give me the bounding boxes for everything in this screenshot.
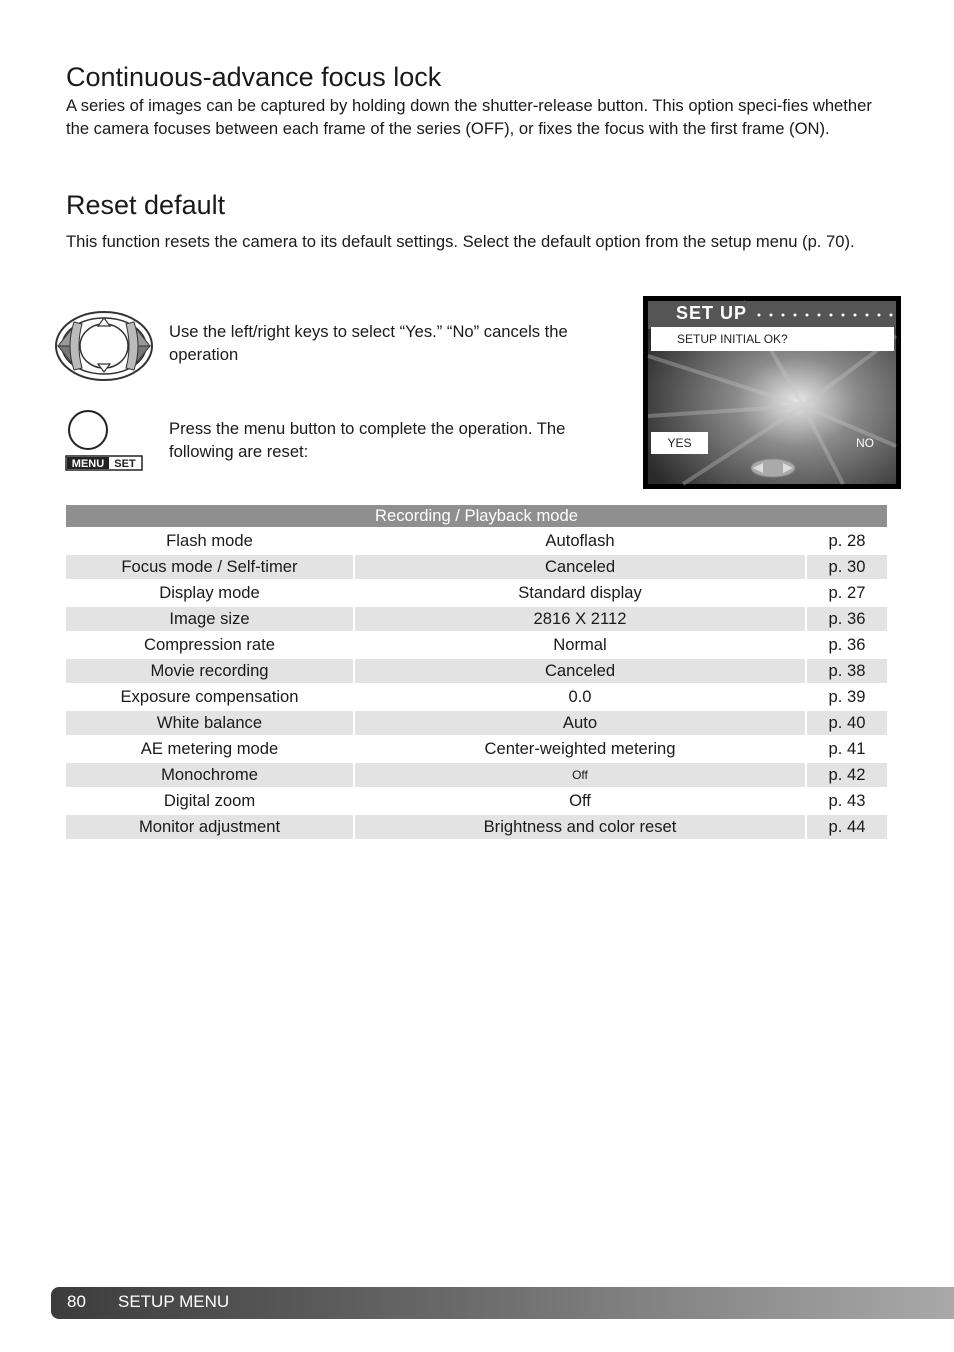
cell-setting: Movie recording <box>66 659 353 683</box>
table-row <box>66 581 887 605</box>
cell-page-ref: p. 28 <box>805 529 887 553</box>
cell-page-ref: p. 43 <box>805 789 887 813</box>
lcd-question: SETUP INITIAL OK? <box>651 327 894 351</box>
table-row <box>66 685 887 709</box>
lcd-title: SET UP <box>676 303 748 323</box>
cell-default: 0.0 <box>353 685 805 709</box>
lcd-setup-screen <box>643 296 901 489</box>
cell-page-ref: p. 42 <box>805 763 887 787</box>
cell-default: Brightness and color reset <box>353 815 805 839</box>
cell-setting: Compression rate <box>144 635 275 654</box>
cell-setting: Exposure compensation <box>120 687 299 706</box>
menu-set-button-icon <box>64 410 144 474</box>
cell-default: Off <box>353 763 805 787</box>
table-row <box>66 607 887 631</box>
cell-page-ref: p. 30 <box>805 555 887 579</box>
controller-dpad-icon <box>52 308 156 384</box>
cell-setting: Monitor adjustment <box>66 815 353 839</box>
table-row <box>66 659 887 683</box>
cell-setting: Display mode <box>159 583 260 602</box>
cell-default: 2816 X 2112 <box>353 607 805 631</box>
table-row <box>66 555 887 579</box>
cell-page-ref: p. 36 <box>805 607 887 631</box>
cell-page-ref: p. 38 <box>805 659 887 683</box>
lcd-no-option[interactable]: NO <box>856 436 874 450</box>
cell-default: Autoflash <box>353 529 805 553</box>
cell-setting: Image size <box>66 607 353 631</box>
instruction-press-menu: Press the menu button to complete the operation. The following are reset: <box>169 419 566 461</box>
cell-default: Center-weighted metering <box>353 737 805 761</box>
cell-default: Canceled <box>353 659 805 683</box>
cell-default: Off <box>353 789 805 813</box>
cell-page-ref: p. 44 <box>805 815 887 839</box>
cell-page-ref: p. 27 <box>805 581 887 605</box>
cell-setting: Flash mode <box>166 531 253 550</box>
footer-section-title: SETUP MENU <box>118 1292 230 1311</box>
cell-setting: Focus mode / Self-timer <box>66 555 353 579</box>
heading-reset-default: Reset default <box>66 190 226 220</box>
cell-setting: AE metering mode <box>140 739 279 758</box>
set-label: SET <box>114 458 136 470</box>
table-row <box>66 529 887 553</box>
cell-default: Canceled <box>353 555 805 579</box>
table-row <box>66 633 887 657</box>
lcd-yes-option[interactable]: YES <box>651 432 708 454</box>
table-row <box>66 737 887 761</box>
menu-label: MENU <box>71 458 105 470</box>
cell-page-ref: p. 40 <box>805 711 887 735</box>
cell-setting: Monochrome <box>66 763 353 787</box>
cell-page-ref: p. 39 <box>805 685 887 709</box>
cell-setting: Digital zoom <box>163 791 256 810</box>
cell-page-ref: p. 41 <box>805 737 887 761</box>
instruction-select-yes: Use the left/right keys to select “Yes.” “No” cancels the operation <box>169 322 568 364</box>
paragraph-reset-default: This function resets the camera to its default settings. Select the default option from the setup menu (p. 70). <box>66 232 855 251</box>
table-row <box>66 763 887 787</box>
paragraph-continuous-advance: A series of images can be captured by holding down the shutter-release button. This option speci-fies whether the camera focuses between each frame of the series (OFF), or fixes the focus with the first frame (ON). <box>66 96 872 138</box>
page-number: 80 <box>67 1292 86 1311</box>
cell-default: Normal <box>353 633 805 657</box>
reset-settings-table <box>66 503 887 841</box>
page-footer <box>51 1287 954 1319</box>
cell-default: Auto <box>353 711 805 735</box>
table-row <box>66 789 887 813</box>
cell-default: Standard display <box>353 581 805 605</box>
table-row <box>66 711 887 735</box>
table-header: Recording / Playback mode <box>66 505 887 527</box>
table-row <box>66 815 887 839</box>
cell-page-ref: p. 36 <box>805 633 887 657</box>
heading-continuous-advance: Continuous-advance focus lock <box>66 62 442 92</box>
cell-setting: White balance <box>66 711 353 735</box>
